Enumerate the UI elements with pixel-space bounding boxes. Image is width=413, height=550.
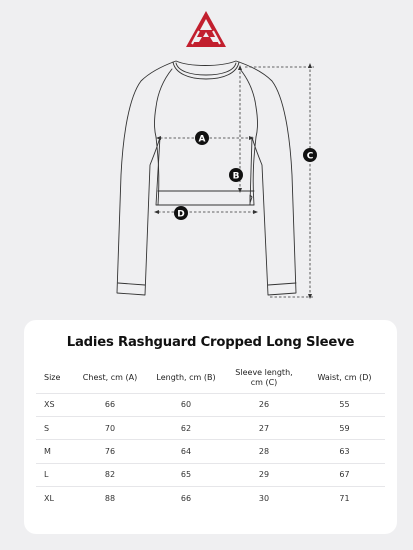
cell-length: 64 [148,440,224,463]
garment-diagram [0,55,413,305]
svg-text:C: C [306,151,314,162]
size-chart-title: Ladies Rashguard Cropped Long Sleeve [66,335,355,350]
table-header-row [36,363,385,393]
svg-text:A: A [198,134,206,145]
size-table [36,363,385,510]
table-row [36,487,385,510]
header-length: Length, cm (B) [156,372,216,382]
cell-waist: 59 [304,416,385,439]
cell-size: L [36,463,72,486]
svg-text:B: B [232,171,240,182]
cell-sleeve: 28 [224,440,304,463]
cell-sleeve: 26 [224,393,304,416]
cell-length: 65 [148,463,224,486]
brand-logo [185,10,227,48]
table-row [36,416,385,439]
raglan-seam-left [155,69,173,137]
cell-length: 66 [148,487,224,510]
cell-chest: 70 [72,416,148,439]
cell-waist: 67 [304,463,385,486]
table-row [36,440,385,463]
table-row [36,463,385,486]
cell-waist: 63 [304,440,385,463]
cell-size: XL [36,487,72,510]
marker-a [195,131,209,145]
cell-sleeve: 29 [224,463,304,486]
cell-waist: 71 [304,487,385,510]
cell-chest: 76 [72,440,148,463]
cell-chest: 66 [72,393,148,416]
shirt-outline [117,61,296,295]
cell-waist: 55 [304,393,385,416]
hem-band [158,191,254,205]
cell-size: M [36,440,72,463]
header-waist: Waist, cm (D) [317,372,372,382]
cell-chest: 82 [72,463,148,486]
cell-size: S [36,416,72,439]
header-chest: Chest, cm (A) [82,372,138,382]
neckline-inner [176,63,236,75]
header-sleeve: Sleeve length, cm (C) [235,367,293,387]
cell-sleeve: 30 [224,487,304,510]
marker-c [303,148,317,162]
size-chart-card [24,320,397,534]
cell-length: 62 [148,416,224,439]
cell-chest: 88 [72,487,148,510]
cell-length: 60 [148,393,224,416]
svg-text:D: D [177,209,185,220]
marker-b [229,168,243,182]
table-row [36,393,385,416]
header-size: Size [44,372,61,382]
raglan-seam-right [240,69,258,137]
marker-d [174,206,188,220]
cell-sleeve: 27 [224,416,304,439]
cell-size: XS [36,393,72,416]
